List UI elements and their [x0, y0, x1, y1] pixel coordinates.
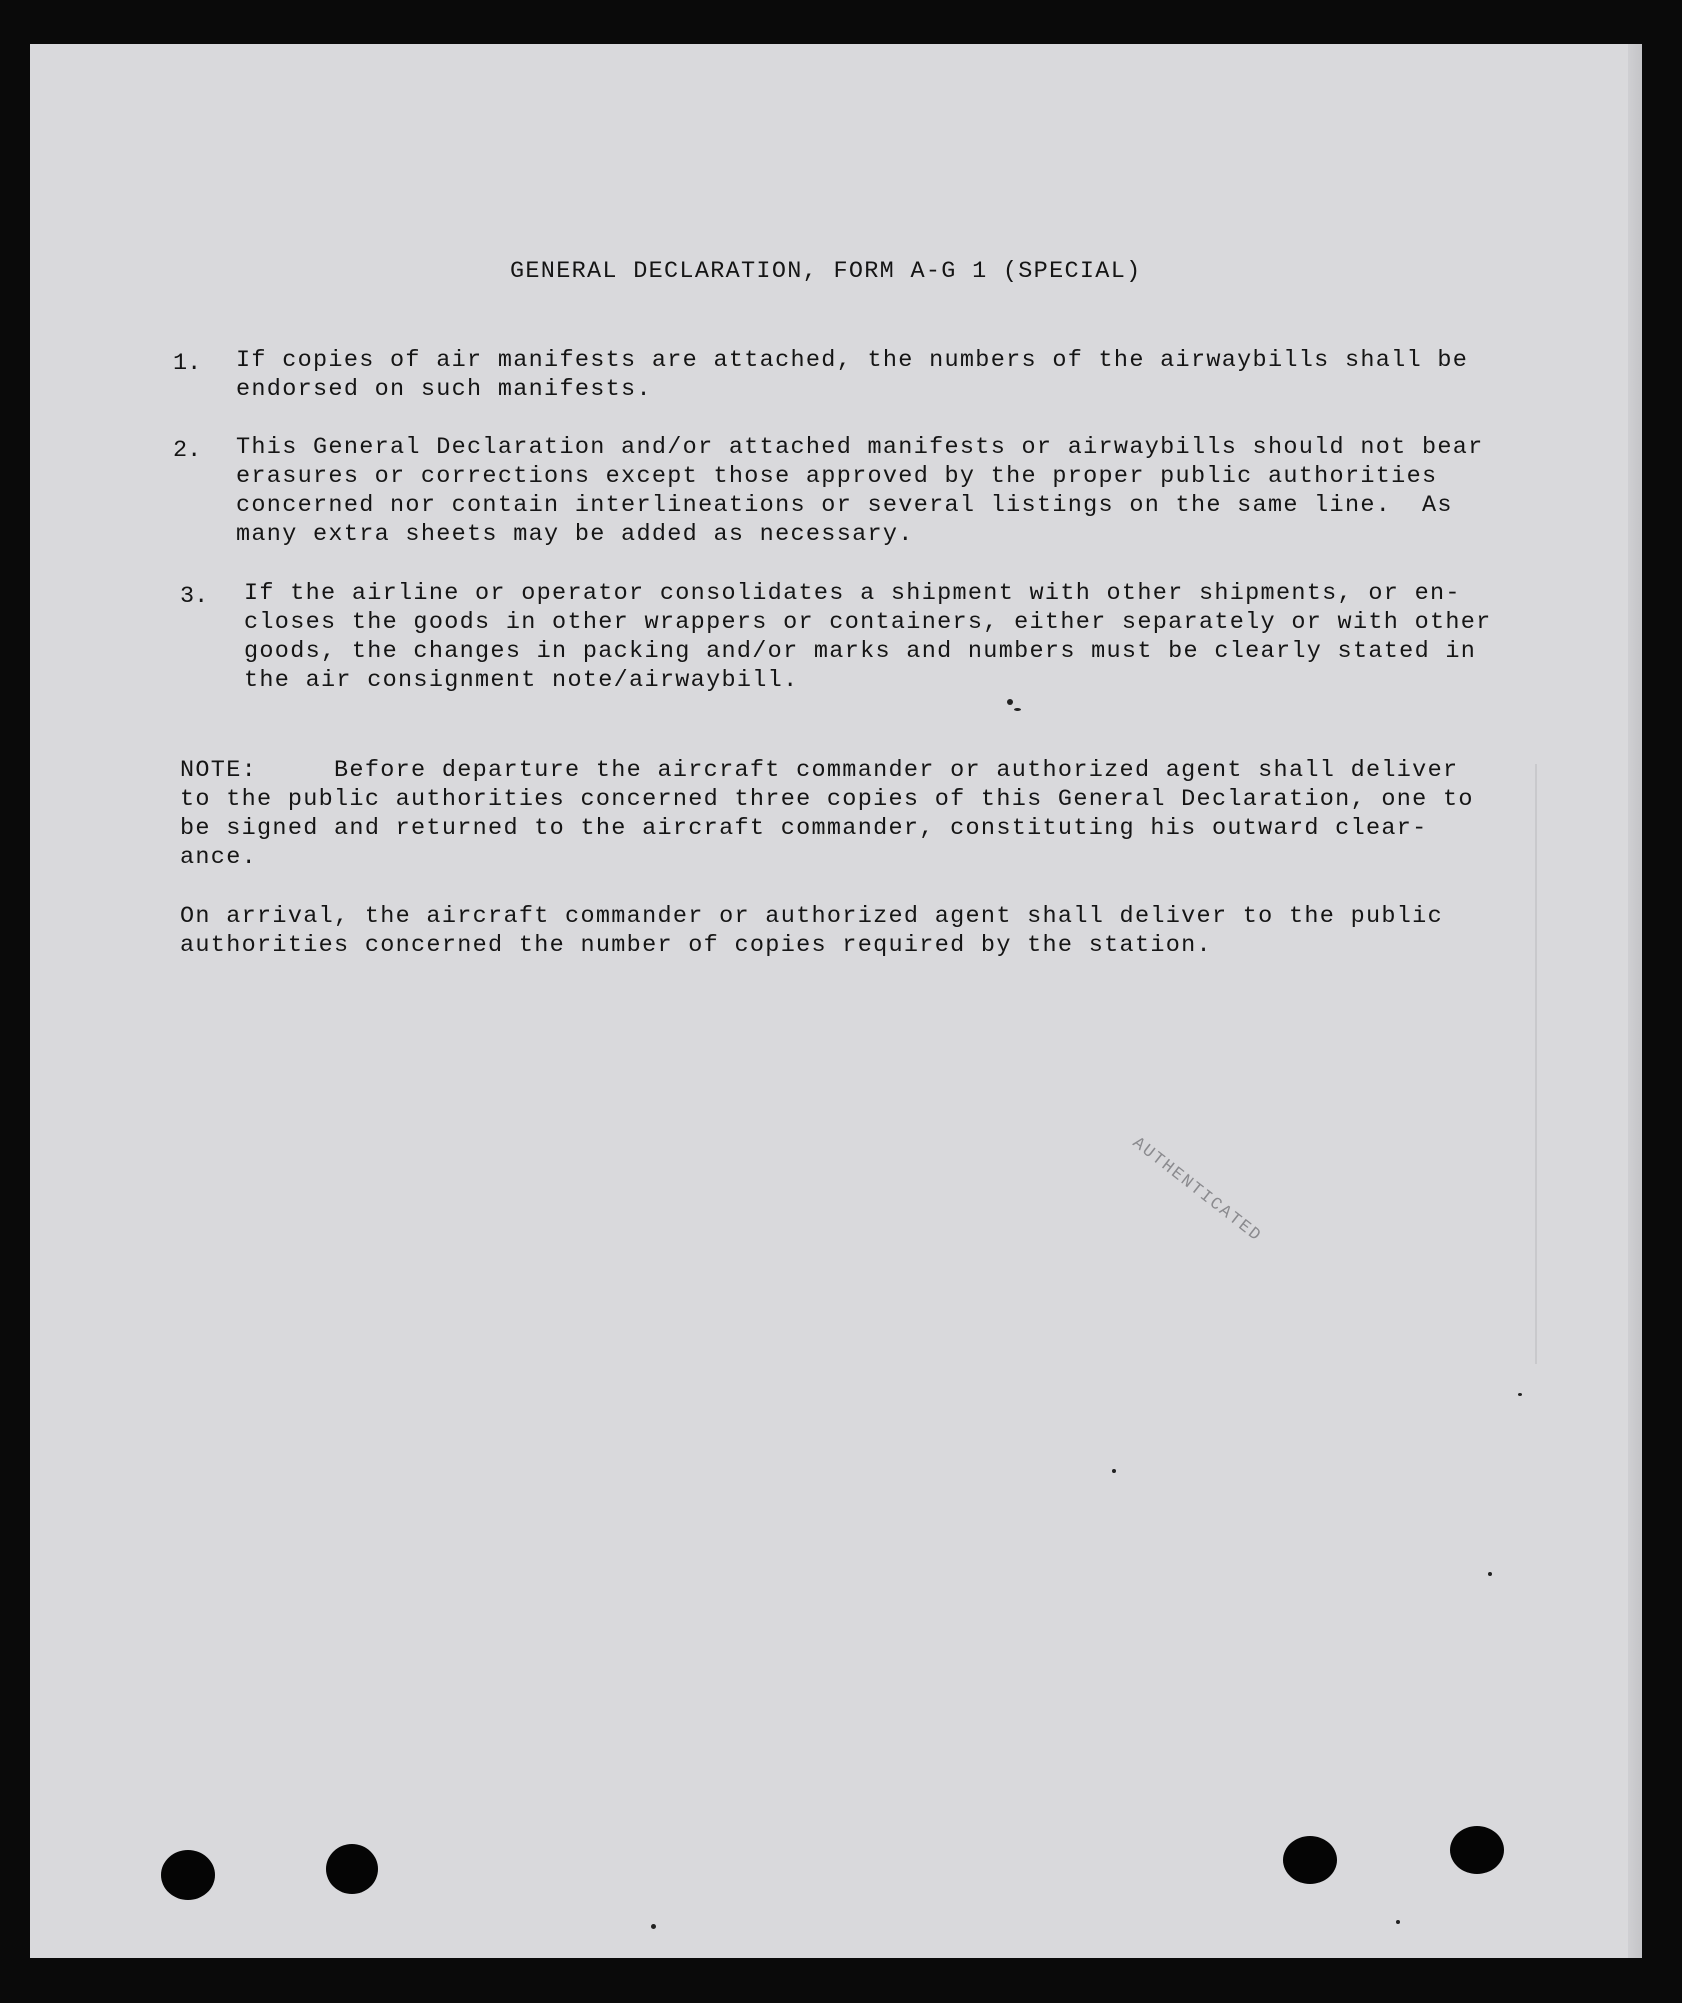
- ink-speck: [1014, 708, 1021, 711]
- item-2-line-3: concerned nor contain interlineations or several listings on the same line. As: [236, 492, 1453, 519]
- item-3-line-1: If the airline or operator consolidates a shipment with other shipments, or en-: [244, 580, 1461, 607]
- item-number-1: 1.: [173, 350, 202, 377]
- item-3-line-3: goods, the changes in packing and/or marks and numbers must be clearly stated in: [244, 638, 1477, 665]
- ink-speck: [1396, 1920, 1400, 1924]
- ink-speck: [1488, 1572, 1492, 1576]
- faint-stamp: AUTHENTICATED: [1128, 1134, 1265, 1247]
- ink-speck: [1518, 1393, 1522, 1396]
- note-line-1: NOTE: Before departure the aircraft commander or authorized agent shall deliver: [180, 757, 1459, 784]
- punch-hole: [161, 1850, 215, 1900]
- note-line-3: be signed and returned to the aircraft commander, constituting his outward clear-: [180, 815, 1428, 842]
- page-edge: [1628, 44, 1642, 1958]
- ink-speck: [651, 1924, 656, 1929]
- arrival-line-2: authorities concerned the number of copies required by the station.: [180, 932, 1212, 959]
- item-2-line-2: erasures or corrections except those approved by the proper public authorities: [236, 463, 1438, 490]
- document-page: [30, 44, 1642, 1958]
- item-number-2: 2.: [173, 437, 202, 464]
- scan-artifact-line: [1535, 764, 1537, 1364]
- item-3-line-2: closes the goods in other wrappers or containers, either separately or with other: [244, 609, 1492, 636]
- item-1-line-2: endorsed on such manifests.: [236, 376, 652, 403]
- document-title: GENERAL DECLARATION, FORM A-G 1 (SPECIAL): [510, 258, 1142, 285]
- item-number-3: 3.: [180, 583, 209, 610]
- item-1-line-1: If copies of air manifests are attached, the numbers of the airwaybills shall be: [236, 347, 1469, 374]
- ink-speck: [1112, 1469, 1116, 1473]
- item-2-line-1: This General Declaration and/or attached manifests or airwaybills should not bear: [236, 434, 1484, 461]
- punch-hole: [1283, 1836, 1337, 1884]
- punch-hole: [326, 1844, 378, 1894]
- arrival-line-1: On arrival, the aircraft commander or authorized agent shall deliver to the public: [180, 903, 1443, 930]
- punch-hole: [1450, 1826, 1504, 1874]
- ink-speck: [1007, 699, 1013, 705]
- note-line-4: ance.: [180, 844, 258, 871]
- note-line-2: to the public authorities concerned three copies of this General Declaration, one to: [180, 786, 1474, 813]
- item-2-line-4: many extra sheets may be added as necessary.: [236, 521, 914, 548]
- item-3-line-4: the air consignment note/airwaybill.: [244, 667, 799, 694]
